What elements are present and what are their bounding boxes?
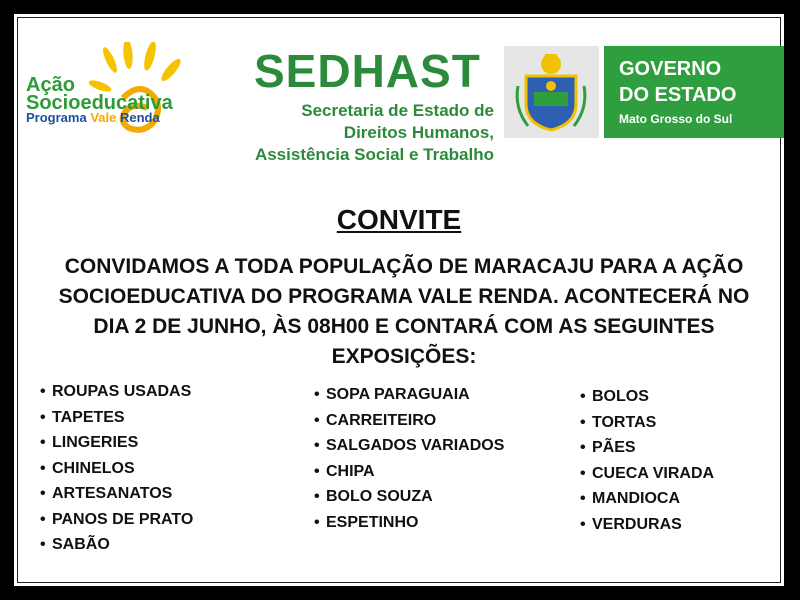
exhibit-list-col2 <box>314 386 504 539</box>
bullet-icon: • <box>580 515 586 533</box>
page-frame <box>4 4 796 596</box>
invitation-card <box>12 12 786 588</box>
bullet-icon: • <box>40 485 46 502</box>
list-item: • ESPETINHO <box>314 513 419 531</box>
acao-title-line1: Ação <box>26 74 75 96</box>
bullet-icon: • <box>40 536 46 553</box>
list-item: • LINGERIES <box>40 434 139 451</box>
bullet-icon: • <box>314 462 320 480</box>
sedhast-subtitle <box>214 100 494 166</box>
bullet-icon: • <box>580 439 586 456</box>
acao-sub-programa: Programa <box>26 110 87 125</box>
acao-subtitle <box>26 110 160 125</box>
bullet-icon: • <box>314 411 320 429</box>
sedhast-line: Direitos Humanos, <box>343 123 494 142</box>
governo-logo <box>604 46 784 138</box>
bullet-icon: • <box>40 459 46 477</box>
list-item: • BOLO SOUZA <box>314 488 433 505</box>
bullet-icon: • <box>40 383 46 400</box>
governo-line2: DO ESTADO <box>619 84 737 106</box>
acao-sub-renda: Renda <box>119 110 160 125</box>
bullet-icon: • <box>314 386 320 403</box>
list-item: • CARREITEIRO <box>314 411 437 429</box>
acao-title-line2: Socioeducativa <box>26 92 173 114</box>
list-item: • CUECA VIRADA <box>580 464 715 482</box>
list-item: • TAPETES <box>40 408 125 426</box>
bullet-icon: • <box>40 408 46 426</box>
exhibit-list-col3 <box>580 388 714 541</box>
list-item: • MANDIOCA <box>580 490 680 507</box>
bullet-icon: • <box>314 513 320 531</box>
bullet-icon: • <box>314 488 320 505</box>
list-item: • BOLOS <box>580 388 649 405</box>
sedhast-line: Secretaria de Estado de <box>301 101 494 120</box>
acao-sub-vale: Vale <box>90 110 117 125</box>
list-item: • SOPA PARAGUAIA <box>314 386 470 403</box>
acao-title <box>26 76 173 112</box>
sedhast-line: Assistência Social e Trabalho <box>254 145 494 164</box>
governo-line3: Mato Grosso do Sul <box>619 112 733 126</box>
list-item: • CHIPA <box>314 462 375 480</box>
list-item: • ROUPAS USADAS <box>40 383 192 400</box>
bullet-icon: • <box>40 434 46 451</box>
list-item: • TORTAS <box>580 413 657 431</box>
governo-line1: GOVERNO <box>619 58 722 80</box>
sedhast-title: SEDHAST <box>254 45 481 97</box>
list-item: • SALGADOS VARIADOS <box>314 437 505 454</box>
bullet-icon: • <box>580 413 586 431</box>
list-item: • SABÃO <box>40 536 110 553</box>
exhibit-list-col1 <box>40 383 193 562</box>
invite-title: CONVITE <box>336 204 462 235</box>
list-item: • CHINELOS <box>40 459 135 477</box>
list-item: • ARTESANATOS <box>40 485 173 502</box>
invite-body: CONVIDAMOS A TODA POPULAÇÃO DE MARACAJU PARA A AÇÃO SOCIOEDUCATIVA DO PROGRAMA VALE RENDA. ACONTECERÁ NO DIA 2 DE JUNHO, ÀS 08H00 E CONTARÁ COM AS SEGUINTES EXPOSIÇÕES: <box>58 255 750 368</box>
list-item: • PÃES <box>580 439 636 456</box>
bullet-icon: • <box>40 510 46 528</box>
bullet-icon: • <box>580 490 586 507</box>
state-crest-icon <box>504 46 599 138</box>
bullet-icon: • <box>580 464 586 482</box>
bullet-icon: • <box>314 437 320 454</box>
list-item: • PANOS DE PRATO <box>40 510 194 528</box>
bullet-icon: • <box>580 388 586 405</box>
list-item: • VERDURAS <box>580 515 682 533</box>
